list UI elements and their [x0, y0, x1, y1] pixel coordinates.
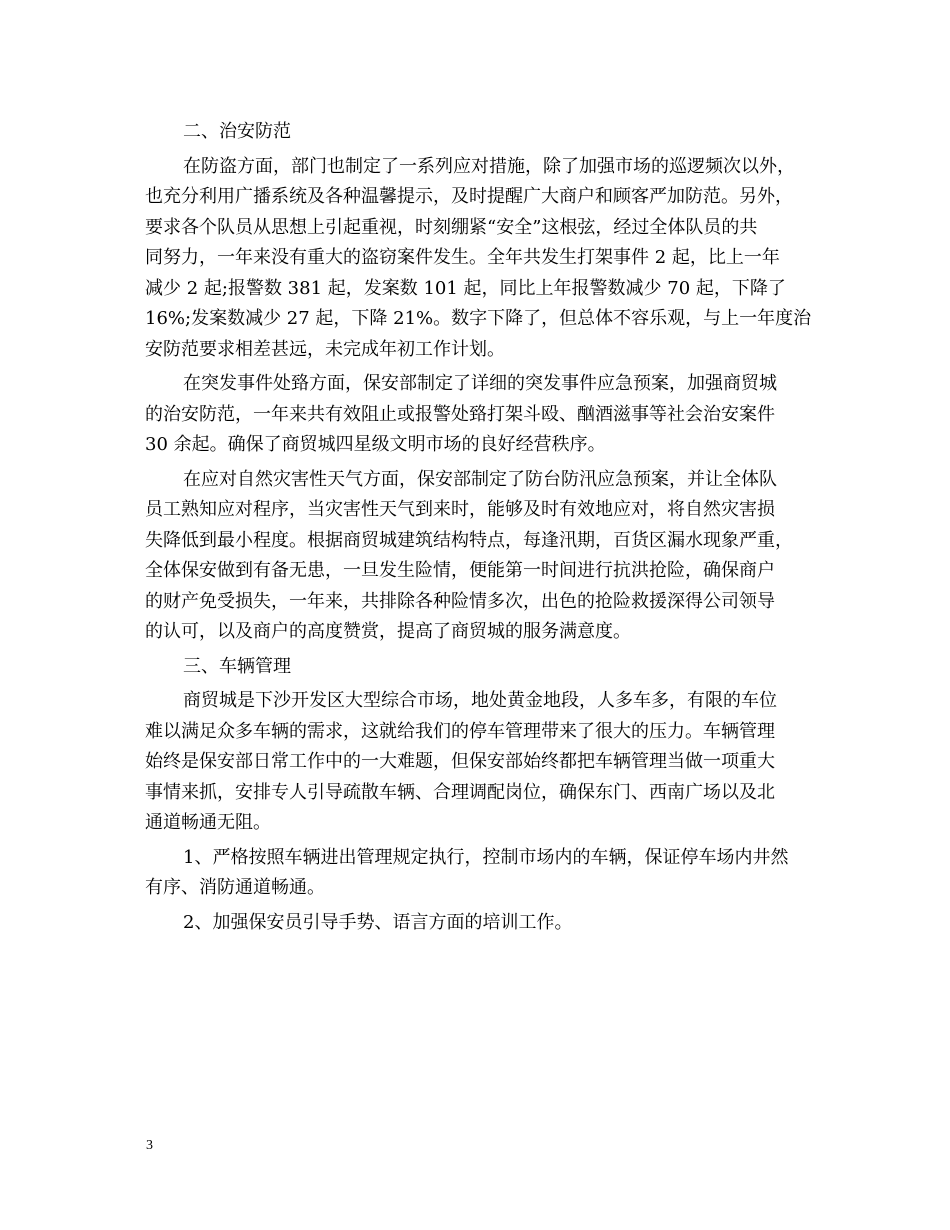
text-line: 要求各个队员从思想上引起重视，时刻绷紧“安全”这根弦，经过全体队员的共 — [145, 216, 758, 238]
text-line: 在突发事件处臵方面，保安部制定了详细的突发事件应急预案，加强商贸城 — [183, 373, 777, 394]
text-line: 安防范要求相差甚远，未完成年初工作计划。 — [145, 338, 505, 360]
text-line: 始终是保安部日常工作中的一大难题，但保安部始终都把车辆管理当做一项重大 — [145, 751, 775, 772]
text-line: 二、治安防范 — [183, 121, 291, 142]
text-line: 1、严格按照车辆进出管理规定执行，控制市场内的车辆，保证停车场内井然 — [183, 846, 789, 868]
text-line: 的治安防范，一年来共有效阻止或报警处臵打架斗殴、酗酒滋事等社会治安案件 — [145, 403, 775, 425]
text-line: 同努力，一年来没有重大的盗窃案件发生。全年共发生打架事件 2 起，比上一年 — [145, 247, 780, 268]
text-line: 在防盗方面，部门也制定了一系列应对措施，除了加强市场的巡逻频次以外， — [183, 155, 795, 177]
paragraph — [145, 152, 812, 366]
paragraph — [145, 843, 807, 904]
text-line: 通道畅通无阻。 — [145, 812, 271, 833]
text-line: 也充分利用广播系统及各种温馨提示，及时提醒广大商户和顾客严加防范。另外， — [145, 186, 793, 207]
text-line: 事情来抓，安排专人引导疏散车辆、合理调配岗位，确保东门、西南广场以及北 — [145, 781, 775, 803]
text-line: 减少 2 起;报警数 381 起，发案数 101 起，同比上年报警数减少 70 起，下降了 — [145, 277, 786, 299]
text-line: 有序、消防通道畅通。 — [145, 877, 325, 898]
paragraph — [145, 465, 807, 648]
text-line: 16%;发案数减少 27 起，下降 21%。数字下降了，但总体不容乐观，与上一年度治 — [145, 308, 812, 329]
text-line: 员工熟知应对程序，当灾害性天气到来时，能够及时有效地应对，将自然灾害损 — [145, 499, 775, 520]
paragraph — [145, 369, 807, 461]
text-line: 的认可，以及商户的高度赞赏，提高了商贸城的服务满意度。 — [145, 621, 631, 642]
text-line: 失降低到最小程度。根据商贸城建筑结构特点，每逢汛期，百货区漏水现象严重， — [145, 529, 793, 551]
text-line: 全体保安做到有备无患，一旦发生险情，便能第一时间进行抗洪抢险，确保商户 — [145, 560, 775, 581]
text-line: 2、加强保安员引导手势、语言方面的培训工作。 — [183, 911, 573, 933]
text-line: 的财产免受损失，一年来，共排除各种险情多次，出色的抢险救援深得公司领导 — [145, 590, 775, 612]
page-number: 3 — [146, 1138, 153, 1153]
section-heading — [145, 117, 807, 148]
text-line: 商贸城是下沙开发区大型综合市场，地处黄金地段，人多车多，有限的车位 — [183, 690, 777, 711]
text-line: 在应对自然灾害性天气方面，保安部制定了防台防汛应急预案，并让全体队 — [183, 468, 777, 490]
paragraph — [145, 908, 807, 939]
document-body — [145, 117, 812, 942]
paragraph — [145, 686, 807, 839]
text-line: 难以满足众多车辆的需求，这就给我们的停车管理带来了很大的压力。车辆管理 — [145, 720, 775, 742]
text-line: 30 余起。确保了商贸城四星级文明市场的良好经营秩序。 — [145, 434, 606, 455]
section-heading — [145, 652, 807, 683]
text-line: 三、车辆管理 — [183, 655, 291, 677]
